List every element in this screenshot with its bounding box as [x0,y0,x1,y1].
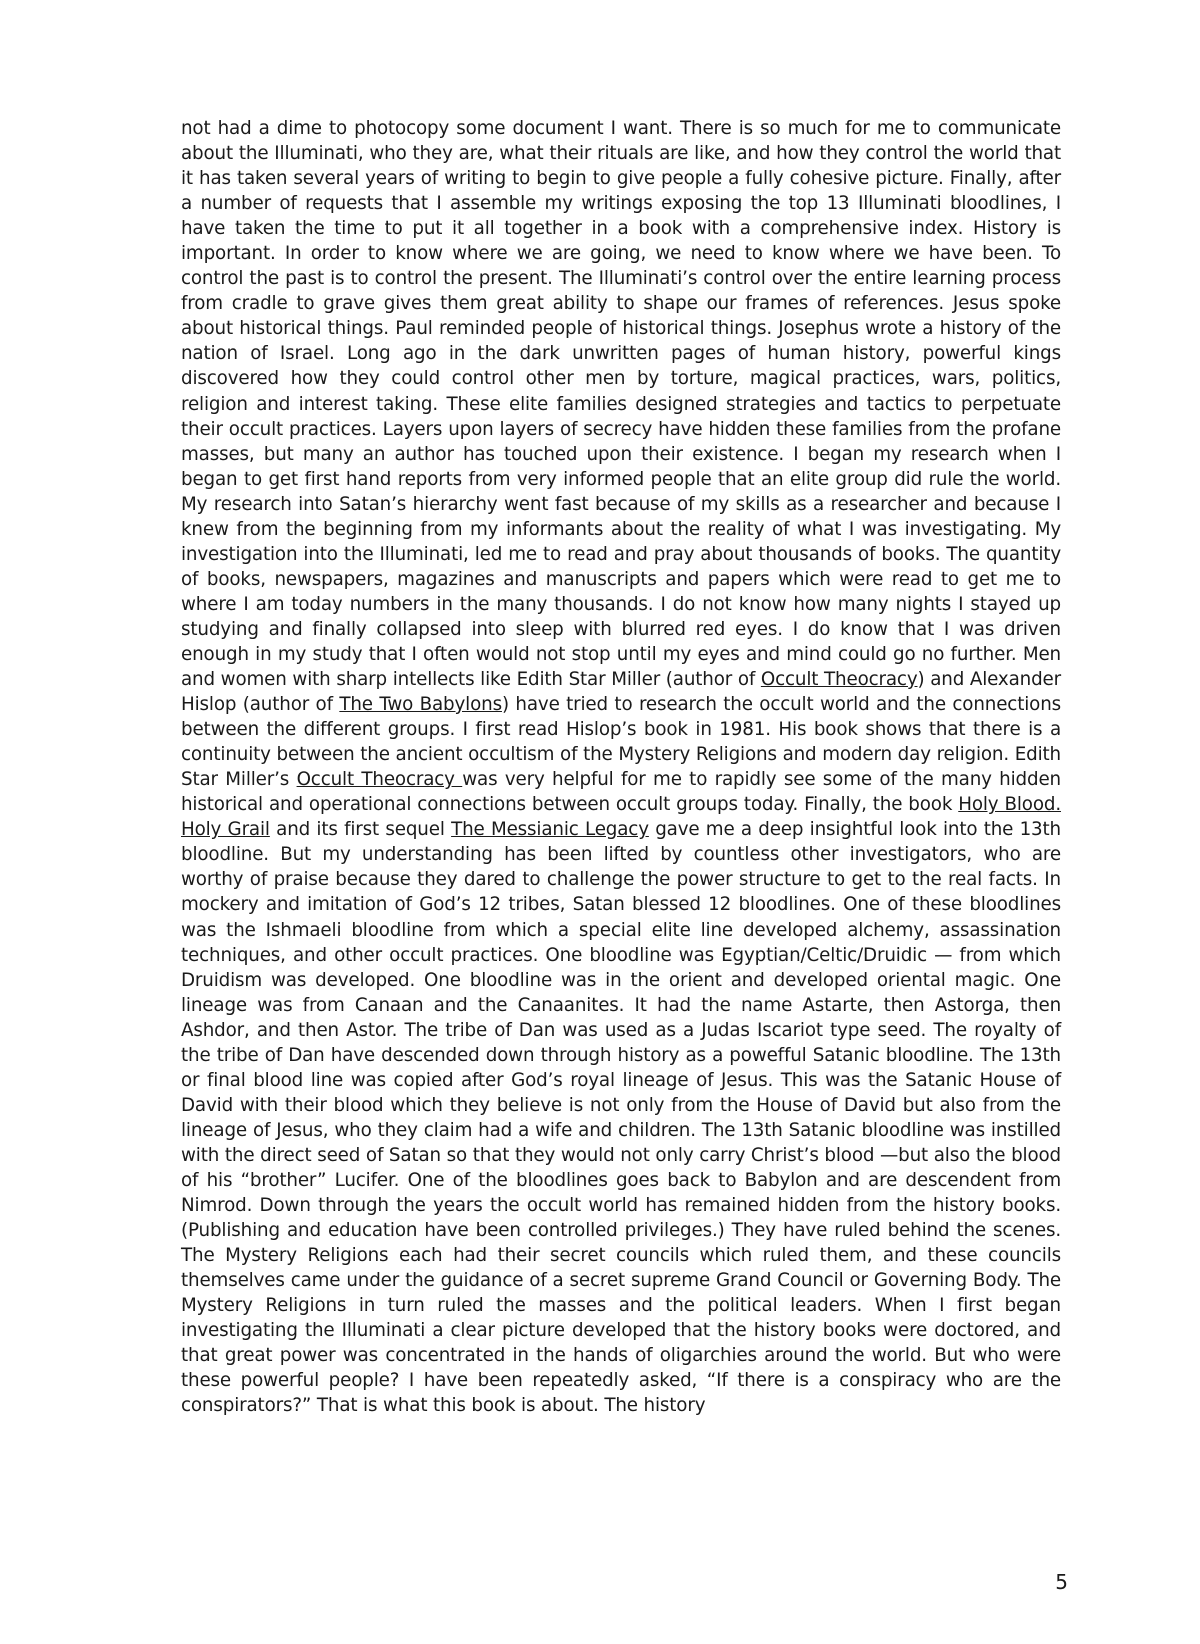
book-title-occult-theocracy-2: Occult Theocracy [296,769,463,791]
body-paragraph [181,116,1061,1418]
text-segment: was very helpful for me to rapidly see some of the many hidden historical and operational connections between occult groups today. Finally, the book [181,769,1061,816]
text-segment: ) and Alexander Hislop (author of [181,669,1062,716]
book-title-the-messianic-legacy: The Messianic Legacy [451,819,649,841]
text-segment: and its first sequel [269,819,452,841]
text-segment: gave me a deep insightful look into the 13th bloodline. But my understanding has been lifted by countless other investigators, who are worthy of praise because they dared to challenge the power structure to get to the real facts. In mockery and imitation of God’s 12 tribes, Satan blessed 12 bloodlines. One of these bloodlines was the Ishmaeli bloodline from which a special elite line developed alchemy, assassination techniques, and other occult practices. One bloodline was Egyptian/Celtic/Druidic — from which Druidism was developed. One bloodline was in the orient and developed oriental magic. One lineage was from Canaan and the Canaanites. It had the name Astarte, then Astorga, then Ashdor, and then Astor. The tribe of Dan was used as a Judas Iscariot type seed. The royalty of the tribe of Dan have descended down through history as a powefful Satanic bloodline. The 13th or final blood line was copied after God’s royal lineage of Jesus. This was the Satanic House of David with their blood which they believe is not only from the House of David but also from the lineage of Jesus, who they claim had a wife and children. The 13th Satanic bloodline was instilled with the direct seed of Satan so that they would not only carry Christ’s blood —but also the blood of his “brother” Lucifer. One of the bloodlines goes back to Babylon and are descendent from Nimrod. Down through the years the occult world has remained hidden from the history books. (Publishing and education have been controlled privileges.) They have ruled behind the scenes. The Mystery Religions each had their secret councils which ruled them, and these councils themselves came under the guidance of a secret supreme Grand Council or Governing Body. The Mystery Religions in turn ruled the masses and the political leaders. When I first began investigating the Illuminati a clear picture developed that the history books were doctored, and that great power was concentrated in the hands of oligarchies around the world. But who were these powerful people? I have been repeatedly asked, “If there is a conspiracy who are the conspirators?” That is what this book is about. The history [181,819,1061,1417]
book-title-occult-theocracy: Occult Theocracy [760,669,918,691]
page-number: 5 [1055,1570,1068,1594]
book-title-the-two-babylons: The Two Babylons [339,694,502,716]
text-segment: not had a dime to photocopy some document I want. There is so much for me to communicate about the Illuminati, who they are, what their rituals are like, and how they control the world that it has taken several years of writing to begin to give people a fully cohesive picture. Finally, after a number of requests that I assemble my writings exposing the top 13 Illuminati bloodlines, I have taken the time to put it all together in a book with a comprehensive index. History is important. In order to know where we are going, we need to know where we have been. To control the past is to control the present. The Illuminati’s control over the entire learning process from cradle to grave gives them great ability to shape our frames of references. Jesus spoke about historical things. Paul reminded people of historical things. Josephus wrote a history of the nation of Israel. Long ago in the dark unwritten pages of human history, powerful kings discovered how they could control other men by torture, magical practices, wars, politics, religion and interest taking. These elite families designed strategies and tactics to perpetuate their occult practices. Layers upon layers of secrecy have hidden these families from the profane masses, but many an author has touched upon their existence. I began my research when I began to get first hand reports from very informed people that an elite group did rule the world. My research into Satan’s hierarchy went fast because of my skills as a researcher and because I knew from the beginning from my informants about the reality of what I was investigating. My investigation into the Illuminati, led me to read and pray about thousands of books. The quantity of books, newspapers, magazines and manuscripts and papers which were read to get me to where I am today numbers in the many thousands. I do not know how many nights I stayed up studying and finally collapsed into sleep with blurred red eyes. I do know that I was driven enough in my study that I often would not stop until my eyes and mind could go no further. Men and women with sharp intellects like Edith Star Miller (author of [181,118,1061,691]
text-segment: ) have tried to research the occult world and the connections between the different groups. I first read Hislop’s book in 1981. His book shows that there is a continuity between the ancient occultism of the Mystery Religions and modern day religion. Edith Star Miller’s [181,694,1062,791]
book-title-holy-blood-holy-grail: Holy Blood. Holy Grail [181,794,1061,841]
